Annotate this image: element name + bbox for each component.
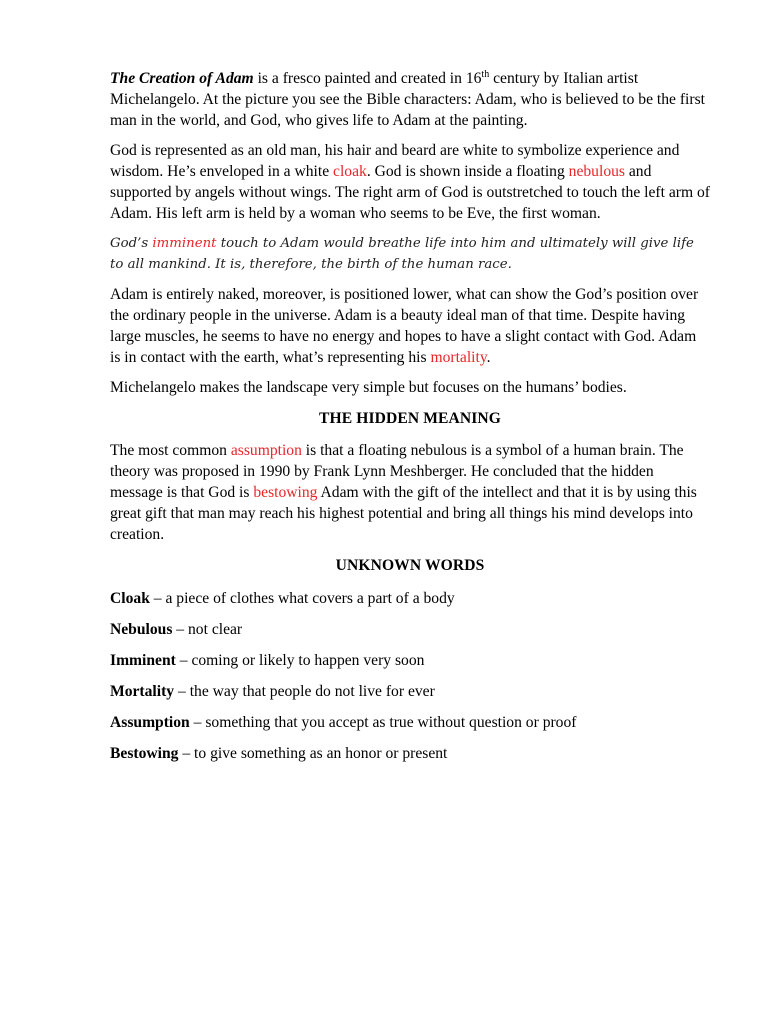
hidden-meaning-paragraph — [110, 440, 710, 545]
meaning-text-3: Adam with the gift of the intellect and that it is by using this great gift that man may reach his highest potential and bring all things his mind develops into creation. — [110, 484, 697, 543]
meaning-text-1: The most common — [110, 442, 231, 459]
god-text-3: and supported by angels without wings. The right arm of God is outstretched to touch the left arm of Adam. His left arm is held by a woman who seems to be Eve, the first woman. — [110, 163, 710, 222]
vocab-definition: – not clear — [172, 621, 243, 638]
vocab-item — [110, 743, 710, 764]
god-text-1: God is represented as an old man, his hair and beard are white to symbolize experience and wisdom. He’s enveloped in a white — [110, 142, 680, 180]
vocabulary-list — [110, 588, 710, 764]
landscape-paragraph — [110, 377, 710, 398]
touch-text-1: God’s — [110, 236, 153, 251]
vocab-item — [110, 650, 710, 671]
vocab-definition: – the way that people do not live for ever — [174, 683, 435, 700]
vocab-definition: – coming or likely to happen very soon — [175, 652, 425, 669]
vocab-definition: – to give something as an honor or present — [178, 745, 448, 762]
intro-text-1: is a fresco painted and created in 16 — [253, 70, 482, 87]
adam-description-paragraph — [110, 284, 710, 368]
adam-text-2: . — [486, 349, 491, 366]
vocab-item — [110, 712, 710, 733]
meaning-text-2: is that a floating nebulous is a symbol of a human brain. The theory was proposed in 1990 by Frank Lynn Meshberger. He concluded that the hidden message is that God is — [110, 442, 684, 501]
adam-text-1: Adam is entirely naked, moreover, is positioned lower, what can show the God’s position over the ordinary people in the universe. Adam is a beauty ideal man of that time. Despite having large muscles, he seems to have no energy and hopes to have a slight contact with God. Adam is in contact with the earth, what’s representing his — [110, 286, 699, 366]
heading-hidden-meaning: THE HIDDEN MEANING — [318, 410, 501, 427]
highlight-assumption: assumption — [230, 442, 302, 459]
document-page — [110, 68, 710, 774]
highlight-bestowing: bestowing — [253, 484, 318, 501]
highlight-nebulous: nebulous — [568, 163, 625, 180]
vocab-definition: – a piece of clothes what covers a part of a body — [149, 590, 455, 607]
heading-unknown-words: UNKNOWN WORDS — [335, 557, 485, 574]
vocab-item — [110, 619, 710, 640]
vocab-term: Bestowing — [110, 745, 179, 762]
ordinal-suffix: th — [481, 68, 490, 80]
intro-paragraph — [110, 68, 710, 131]
vocab-term: Imminent — [110, 652, 176, 669]
highlight-cloak: cloak — [333, 163, 367, 180]
vocab-term: Mortality — [110, 683, 175, 700]
god-description-paragraph — [110, 140, 710, 224]
vocab-definition: – something that you accept as true without question or proof — [189, 714, 577, 731]
vocab-term: Assumption — [110, 714, 190, 731]
touch-text-2: touch to Adam would breathe life into him and ultimately will give life to all mankind. It is, therefore, the birth of the human race. — [110, 236, 694, 272]
vocab-item — [110, 588, 710, 609]
highlight-mortality: mortality — [430, 349, 487, 366]
god-text-2: . God is shown inside a floating — [366, 163, 569, 180]
landscape-text: Michelangelo makes the landscape very simple but focuses on the humans’ bodies. — [110, 379, 627, 396]
artwork-title: The Creation of Adam — [110, 70, 254, 87]
vocab-term: Nebulous — [110, 621, 173, 638]
intro-text-2: century by Italian artist Michelangelo. At the picture you see the Bible characters: Adam, who is believed to be the first man in the world, and God, who gives life to Adam at the painting. — [110, 70, 705, 129]
imminent-touch-paragraph — [110, 233, 710, 275]
vocab-item — [110, 681, 710, 702]
highlight-imminent: imminent — [152, 236, 217, 251]
vocab-term: Cloak — [110, 590, 150, 607]
